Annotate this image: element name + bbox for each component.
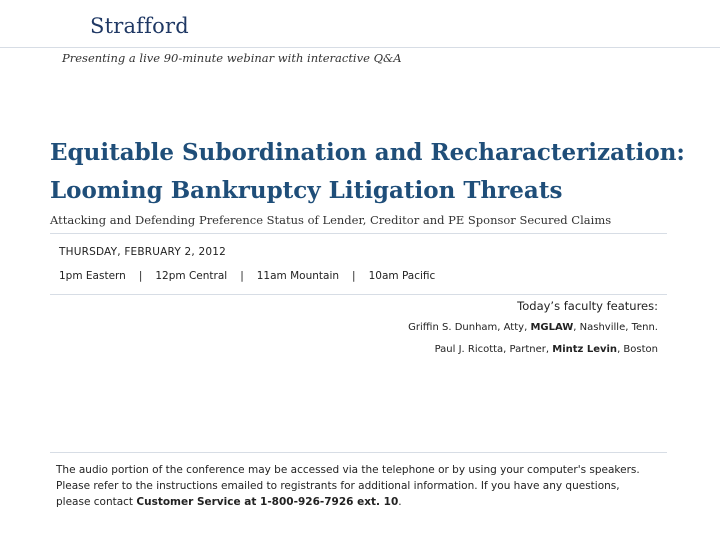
faculty-member xyxy=(408,322,658,333)
page-title xyxy=(50,134,710,210)
time-pacific: 10am Pacific xyxy=(368,270,436,282)
time-eastern: 1pm Eastern xyxy=(59,270,126,282)
subtitle: Attacking and Defending Preference Status of Lender, Creditor and PE Sponsor Secured Claims xyxy=(50,213,612,227)
tagline: Presenting a live 90-minute webinar with interactive Q&A xyxy=(62,51,402,65)
notice-end: . xyxy=(398,496,402,508)
faculty-location: , Nashville, Tenn. xyxy=(573,322,658,333)
time-separator: | xyxy=(352,270,356,282)
logo: Strafford xyxy=(90,14,189,38)
faculty-name: Griffin S. Dunham, Atty, xyxy=(408,322,531,333)
time-central: 12pm Central xyxy=(155,270,228,282)
customer-service-contact: Customer Service at 1-800-926-7926 ext. 10 xyxy=(136,496,399,508)
event-date: THURSDAY, FEBRUARY 2, 2012 xyxy=(59,246,227,258)
faculty-firm: Mintz Levin xyxy=(552,344,618,355)
divider-top xyxy=(50,233,667,234)
header-divider xyxy=(0,47,720,48)
event-times xyxy=(59,270,435,282)
time-separator: | xyxy=(138,270,143,282)
faculty-firm: MGLAW xyxy=(530,322,574,333)
time-mountain: 11am Mountain xyxy=(256,270,340,282)
notice-text: The audio portion of the conference may be accessed via the telephone or by using your computer's speakers. Please refer to the instructions emailed to registrants for additional information. If you have any questions, please contact xyxy=(56,464,640,508)
faculty-name: Paul J. Ricotta, Partner, xyxy=(434,344,553,355)
audio-notice xyxy=(56,462,656,510)
divider-bottom xyxy=(50,452,667,453)
time-separator: | xyxy=(240,270,244,282)
faculty-member xyxy=(435,344,658,355)
title-line-1: Equitable Subordination and Recharacterization: xyxy=(50,139,685,166)
faculty-heading: Today’s faculty features: xyxy=(517,299,658,313)
faculty-location: , Boston xyxy=(617,344,658,355)
divider-middle xyxy=(50,294,667,295)
title-line-2: Looming Bankruptcy Litigation Threats xyxy=(50,177,563,204)
